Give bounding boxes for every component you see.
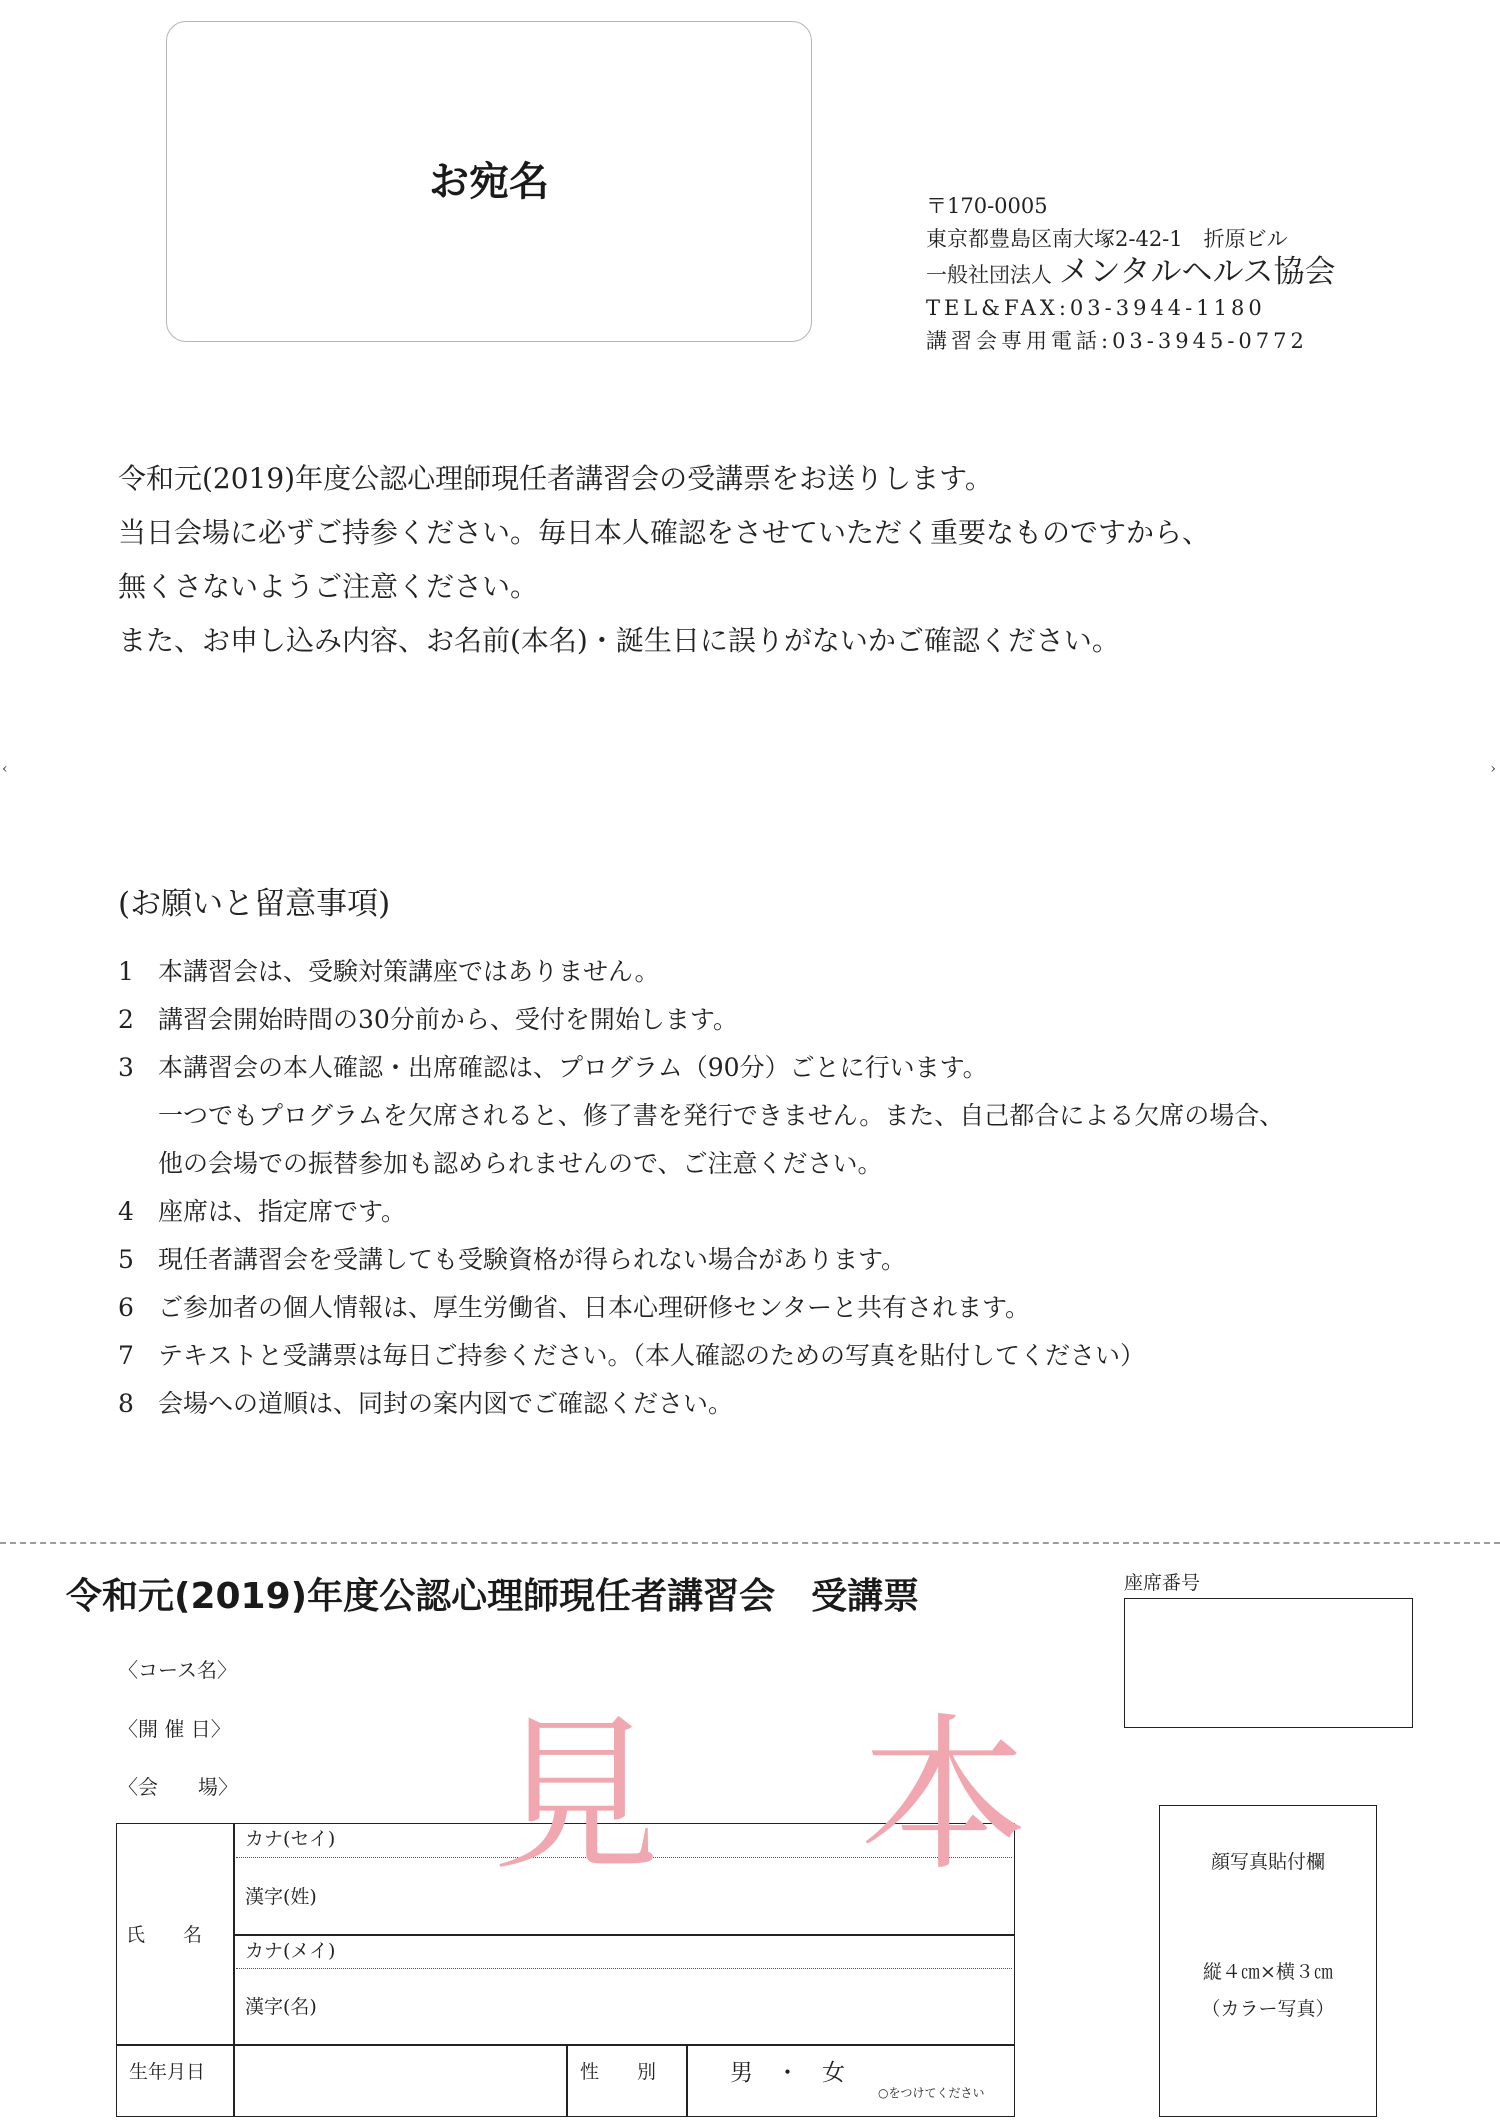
kanji-mei-label: 漢字(名) — [245, 1996, 317, 2018]
message-line: 当日会場に必ずご持参ください。毎日本人確認をさせていただく重要なものですから、 — [118, 516, 1211, 549]
course-label: 〈コース名〉 — [118, 1658, 237, 1682]
kana-sei-label: カナ(セイ) — [245, 1828, 336, 1850]
name-label: 氏 名 — [126, 1924, 203, 1946]
notice-text-continued: 一つでもプログラムを欠席されると、修了書を発行できません。また、自己都合による欠席の場合、 — [158, 1101, 1285, 1130]
message-line: 令和元(2019)年度公認心理師現任者講習会の受講票をお送りします。 — [118, 462, 993, 495]
notice-text-continued: 他の会場での振替参加も認められませんので、ご注意ください。 — [158, 1149, 883, 1178]
sender-postal: 〒170-0005 — [926, 194, 1048, 218]
sender-org-prefix: 一般社団法人 — [926, 263, 1052, 287]
notice-text: 本講習会の本人確認・出席確認は、プログラム（90分）ごとに行います。 — [158, 1053, 988, 1082]
notice-item — [118, 948, 1458, 996]
notice-text: 講習会開始時間の30分前から、受付を開始します。 — [158, 1005, 738, 1034]
notice-text: 現任者講習会を受講しても受験資格が得られない場合があります。 — [158, 1245, 907, 1274]
form-divider — [233, 2044, 235, 2117]
cover-message — [118, 452, 1458, 668]
form-dotted-line — [236, 1968, 1012, 1969]
date-label: 〈開 催 日〉 — [118, 1717, 231, 1741]
sample-watermark-1: 見 — [492, 1698, 660, 1894]
notice-number: 4 — [118, 1197, 134, 1226]
notice-text: 本講習会は、受験対策講座ではありません。 — [158, 957, 660, 986]
form-divider — [566, 2044, 568, 2117]
address-window-label: お宛名 — [429, 159, 549, 205]
notice-item — [118, 996, 1458, 1044]
birthdate-label: 生年月日 — [129, 2061, 206, 2083]
sender-tel-fax: TEL&FAX:03-3944-1180 — [926, 296, 1266, 320]
notice-item — [118, 1188, 1458, 1236]
gender-note: ○をつけてください — [878, 2086, 985, 2100]
ticket-title: 令和元(2019)年度公認心理師現任者講習会 受講票 — [66, 1576, 920, 1617]
notice-number: 1 — [118, 957, 134, 986]
message-line: また、お申し込み内容、お名前(本名)・誕生日に誤りがないかご確認ください。 — [118, 624, 1120, 657]
seat-number-box — [1124, 1598, 1413, 1728]
notice-number: 6 — [118, 1293, 134, 1322]
kana-mei-label: カナ(メイ) — [245, 1940, 336, 1962]
sender-seminar-phone: 講習会専用電話:03-3945-0772 — [926, 329, 1308, 353]
gender-label: 性 別 — [580, 2061, 657, 2083]
notice-text: 座席は、指定席です。 — [158, 1197, 407, 1226]
notice-text: テキストと受講票は毎日ご持参ください。（本人確認のための写真を貼付してください） — [158, 1341, 1146, 1370]
notice-number: 3 — [118, 1053, 134, 1082]
photo-note: （カラー写真） — [1201, 1998, 1335, 2020]
form-divider — [686, 2044, 688, 2117]
photo-title: 顔写真貼付欄 — [1210, 1851, 1325, 1873]
sample-watermark-2: 本 — [860, 1698, 1028, 1894]
notice-number: 7 — [118, 1341, 134, 1370]
notice-item — [118, 1284, 1458, 1332]
sender-org-name: メンタルヘルス協会 — [1058, 254, 1336, 290]
form-divider — [233, 1934, 1015, 1936]
notice-list — [118, 948, 1458, 1428]
kanji-sei-label: 漢字(姓) — [245, 1886, 317, 1908]
fold-mark-right: › — [1490, 761, 1496, 777]
notice-number: 8 — [118, 1389, 134, 1418]
notice-text: 会場への道順は、同封の案内図でご確認ください。 — [158, 1389, 734, 1418]
notice-item — [118, 1236, 1458, 1284]
message-line: 無くさないようご注意ください。 — [118, 570, 539, 603]
sender-address: 東京都豊島区南大塚2-42-1 折原ビル — [926, 227, 1288, 251]
fold-mark-left: ‹ — [2, 761, 8, 777]
seat-number-label: 座席番号 — [1124, 1572, 1201, 1594]
notice-text: ご参加者の個人情報は、厚生労働省、日本心理研修センターと共有されます。 — [158, 1293, 1031, 1322]
photo-size: 縦４㎝×横３㎝ — [1203, 1961, 1333, 1983]
notice-number: 5 — [118, 1245, 134, 1274]
notice-item — [118, 1044, 1458, 1092]
venue-label: 〈会 場〉 — [118, 1775, 238, 1799]
gender-options: 男 ・ 女 — [730, 2060, 845, 2086]
notice-heading: (お願いと留意事項) — [118, 886, 391, 922]
notice-item — [118, 1380, 1458, 1428]
sender-org — [926, 256, 1486, 292]
sender-block — [926, 190, 1486, 358]
cut-line — [0, 1542, 1500, 1544]
notice-number: 2 — [118, 1005, 134, 1034]
notice-item — [118, 1332, 1458, 1380]
